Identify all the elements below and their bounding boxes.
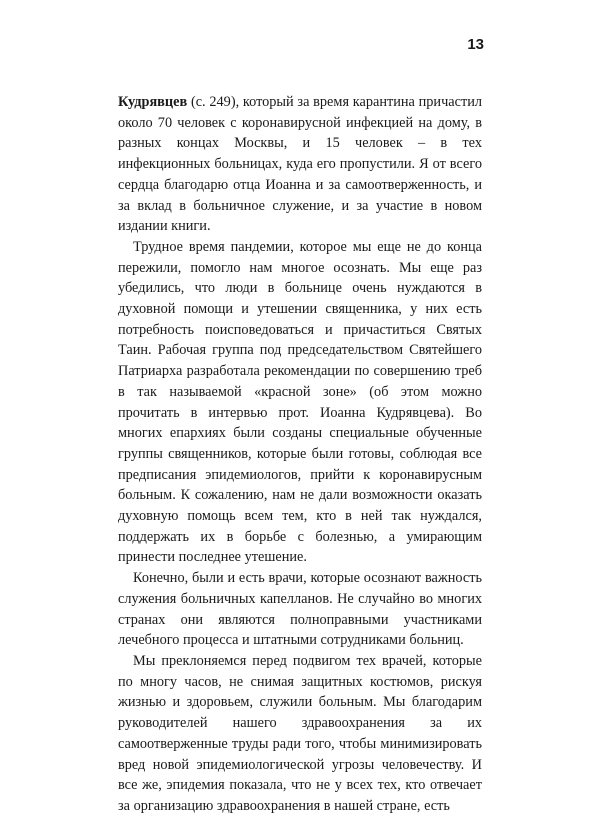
paragraph-4: Мы преклоняемся перед подвигом тех врачей, которые по многу часов, не снимая защитных костюмов, рискуя жизнью и здоровьем, служили больным. Мы благодарим руководителей нашего здравоохранения за их самоотверженные труды ради того, чтобы минимизировать вред новой эпидемиологической угрозы человечеству. И все же, эпидемия показала, что не у всех тех, кто отвечает за организацию здравоохранения в нашей стране, есть	[118, 652, 482, 814]
page-number: 13	[467, 36, 484, 53]
paragraph-3: Конечно, были и есть врачи, которые осознают важность служения больничных капелланов. Не случайно во многих странах они являются полноправными участниками лечебного процесса и штатными сотрудниками больниц.	[118, 570, 482, 649]
author-name: Кудрявцев	[118, 94, 188, 110]
paragraph-1-text: (с. 249), который за время карантина причастил около 70 человек с коронавирусной инфекцией на дому, в разных концах Москвы, и 15 человек – в тех инфекционных больницах, куда его пропустили. Я от всего сердца благодарю отца Иоанна и за самоотверженность, и за вклад в больничное служение, и за участие в новом издании книги.	[118, 94, 482, 235]
paragraph-2: Трудное время пандемии, которое мы еще не до конца пережили, помогло нам многое осознать. Мы еще раз убедились, что люди в больнице очень нуждаются в духовной помощи и утешении священника, у них есть потребность поисповедоваться и причаститься Святых Таин. Рабочая группа под председательством Святейшего Патриарха разработала рекомендации по совершению треб в так называемой «красной зоне» (об этом можно прочитать в интервью прот. Иоанна Кудрявцева). Во многих епархиях были созданы специальные обученные группы священников, которые были готовы, соблюдая все предписания эпидемиологов, прийти к коронавирусным больным. К сожалению, нам не дали возможности оказать духовную помощь всем тем, кто в ней так нуждался, поддержать их в борьбе с болезнью, а умирающим принести последнее утешение.	[118, 238, 482, 566]
paragraph-1	[118, 92, 482, 237]
body-text	[118, 92, 482, 817]
